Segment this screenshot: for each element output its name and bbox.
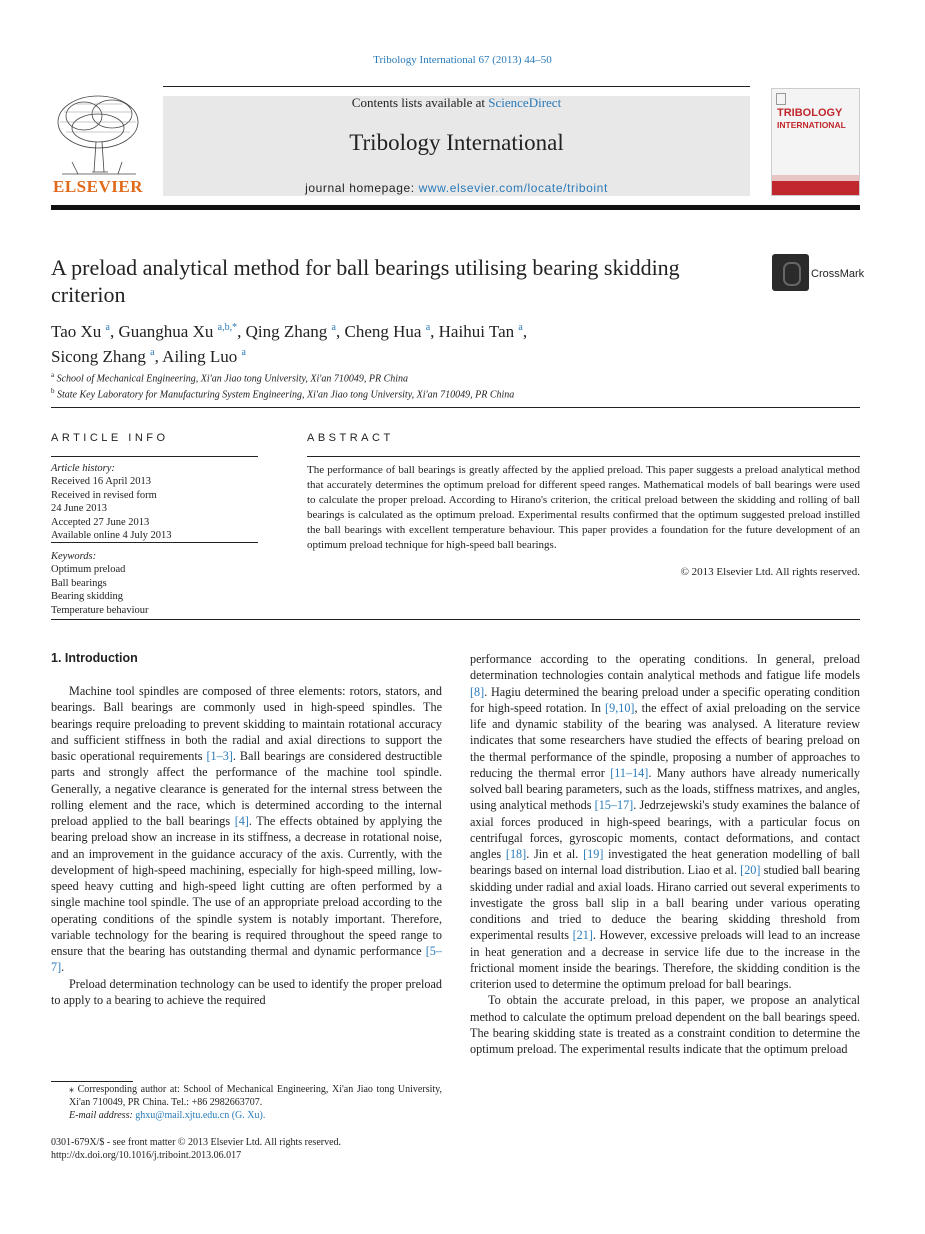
header-top-rule <box>163 86 750 87</box>
header-divider-bar <box>51 205 860 210</box>
cover-title <box>777 107 846 131</box>
paper-title: A preload analytical method for ball bearings utilising bearing skidding criterion <box>51 255 680 307</box>
front-matter <box>51 1136 451 1162</box>
author-name: Guanghua Xu <box>118 322 214 341</box>
article-history-list <box>51 475 258 542</box>
author-affiliation-marker[interactable]: a <box>105 322 110 333</box>
issn-line: 0301-679X/$ - see front matter © 2013 Elsevier Ltd. All rights reserved. <box>51 1137 342 1148</box>
citation-link[interactable]: [11–14] <box>610 765 649 780</box>
citation-link[interactable]: [1–3] <box>206 749 233 763</box>
author-name: Haihui Tan <box>438 322 515 341</box>
citation-link[interactable]: [4] <box>234 814 249 828</box>
history-entry: Received in revised form <box>51 489 157 501</box>
title-divider <box>51 407 860 408</box>
keyword: Optimum preload <box>51 564 126 576</box>
contents-prefix: Contents lists available at <box>351 95 489 110</box>
paragraph: Preload determination technology can be used to identify the proper preload to apply to a bearing to achieve the required <box>51 976 442 1007</box>
keyword: Ball bearings <box>51 577 107 589</box>
affiliation: $^b$ State Key Laboratory for Manufacturing System Engineering, Xi'an Jiao tong University, Xi'an 710049, PR China <box>51 387 515 401</box>
section-heading-introduction: 1. Introduction <box>51 651 138 665</box>
tree-icon <box>52 92 144 176</box>
affiliation-marker: a <box>51 371 55 379</box>
history-entry: Available online 4 July 2013 <box>51 530 172 542</box>
abstract-copyright: © 2013 Elsevier Ltd. All rights reserved. <box>680 566 860 578</box>
author-name: Tao Xu <box>51 322 102 341</box>
cover-emblem-icon <box>776 93 786 105</box>
homepage-prefix: journal homepage: <box>305 181 419 195</box>
citation-link[interactable]: [21] <box>572 928 593 943</box>
footnote-rule <box>51 1081 133 1082</box>
article-info-rule <box>51 456 258 457</box>
body-column-left <box>51 683 442 1008</box>
journal-cover-thumbnail[interactable] <box>771 88 860 196</box>
history-entry: Received 16 April 2013 <box>51 476 152 488</box>
email-link[interactable]: ghxu@mail.xjtu.edu.cn (G. Xu). <box>135 1110 266 1121</box>
crossmark-icon[interactable] <box>772 254 809 291</box>
keyword: Bearing skidding <box>51 591 124 603</box>
citation-link[interactable]: [5–7] <box>51 944 442 975</box>
contents-line <box>163 95 750 111</box>
cover-title-line2: INTERNATIONAL <box>777 120 846 130</box>
cover-title-line1: TRIBOLOGY <box>777 107 843 119</box>
sciencedirect-link[interactable]: ScienceDirect <box>488 95 562 110</box>
affiliation-list <box>51 369 851 402</box>
homepage-link[interactable]: www.elsevier.com/locate/triboint <box>418 181 608 195</box>
author-affiliation-marker[interactable]: a <box>331 322 336 333</box>
keyword: Temperature behaviour <box>51 604 149 616</box>
citation-link[interactable]: [18] <box>505 847 527 861</box>
abstract-rule <box>307 456 860 457</box>
author-name: Cheng Hua <box>344 322 422 341</box>
cover-band <box>772 181 859 195</box>
citation-link[interactable]: [9,10] <box>605 700 635 715</box>
author-affiliation-marker[interactable]: a <box>241 347 246 358</box>
author-name: Ailing Luo <box>162 347 238 366</box>
journal-title: Tribology International <box>349 130 564 155</box>
author-affiliation-marker[interactable]: a <box>518 322 523 333</box>
affiliation-marker: b <box>51 387 55 396</box>
abstract-text: The performance of ball bearings is greatly affected by the applied preload. This paper suggests a preload analytical method that accurately determines the optimum preload for different speed ranges. Mathematical models of ball bearings were used to calculate the proper preload. According to Hirano's criterion, the critical preload between the skidding and rolling of ball bearings is calculated as the optimum preload. Experimental results confirmed that the optimum suggested preload instilled the ball bearings with excellent temperature behaviour. This paper provides a foundation for the future development of an optimum preload technique for high-speed ball bearings. <box>307 464 860 551</box>
abstract-heading: ABSTRACT <box>307 432 394 444</box>
article-info-heading: ARTICLE INFO <box>51 432 169 444</box>
corresponding-author-footnote <box>51 1083 442 1122</box>
body-column-right <box>470 651 860 1057</box>
doi-link[interactable]: http://dx.doi.org/10.1016/j.triboint.2013.06.017 <box>51 1150 242 1161</box>
elsevier-wordmark: ELSEVIER <box>53 177 143 196</box>
author-name: Qing Zhang <box>245 322 328 341</box>
citation-link[interactable]: [19] <box>583 847 604 861</box>
author-affiliation-marker[interactable]: a <box>150 347 155 358</box>
affiliation: $^a$ School of Mechanical Engineering, Xi'an Jiao tong University, Xi'an 710049, PR China <box>51 371 409 385</box>
history-entry: 24 June 2013 <box>51 503 107 515</box>
article-history <box>51 462 258 542</box>
abstract-divider <box>51 619 860 620</box>
journal-reference[interactable]: Tribology International 67 (2013) 44–50 <box>373 54 552 66</box>
paragraph: To obtain the accurate preload, in this paper, we propose an analytical method to calculate the optimum preload dependent on the ball bearings speed. The bearing skidding state is treated as a constraint condition to determine the optimum preload. The experimental results indicate that the optimum preload <box>470 993 860 1056</box>
citation-link[interactable]: [8] <box>470 684 485 699</box>
keyword-list <box>51 563 258 617</box>
journal-homepage-line <box>163 181 750 195</box>
email-label: E-mail address: <box>69 1110 136 1121</box>
footnote-text: ⁎ Corresponding author at: School of Mechanical Engineering, Xi'an Jiao tong University, Xi'an 710049, PR China. Tel.: +86 2982663707. <box>69 1084 442 1108</box>
citation-link[interactable]: [15–17] <box>594 798 634 813</box>
author-affiliation-marker[interactable]: a <box>425 322 431 333</box>
author-affiliation-marker[interactable]: a,b,* <box>217 322 238 333</box>
history-entry: Accepted 27 June 2013 <box>51 516 150 528</box>
article-history-rule <box>51 542 258 543</box>
article-history-label: Article history: <box>51 463 115 474</box>
author-list: Tao Xu $^a$, Guanghua Xu $^{a,b,*}$, Qing Zhang $^a$, Cheng Hua $^a$, Haihui Tan $^a$, Sicong Zhang $^a$, Ailing Luo $^a$ <box>51 322 528 366</box>
keywords-label: Keywords: <box>51 551 97 562</box>
paragraph: performance according to the operating conditions. In general, preload determination technologies contain analytical methods and fatigue life models [8]. Hagiu determined the bearing preload under a specific operating condition for high-speed rotation. In [9,10], the effect of axial preloading on the service life and dynamic stability of the bearing was analysed. A literature review indicates that some researchers have studied the effects of bearing preload on the thermal performance of the spindle, proposing a number of approaches to reducing the thermal error [11–14]. Many authors have already numerically solved ball bearing parameters, such as the loads, stiffness matrixes, and angles, using analytical methods [15–17]. Jedrzejewski's study examines the balance of axial forces produced in high-speed bearings, with a particular focus on centrifugal forces, gyroscopic moments, contact deformations, and contact angles [18]. Jin et al. [19] investigated the heat generation modelling of ball bearings based on internal load distribution. Liao et al. [20] studied ball bearing skidding under radial and axial loads. Hirano carried out several experiments to investigate the gross ball slip in a ball bearing under various operating conditions and tried to deduce the bearing skidding threshold from experimental results [21]. However, excessive preloads will lead to an increase in heat generation and a decrease in service life due to the increase in the frictional moment inside the bearings. Therefore, the skidding condition is the criterion used to determine the optimum preload for ball bearings. <box>470 652 861 991</box>
citation-link[interactable]: [20] <box>740 863 761 878</box>
crossmark-label[interactable]: CrossMark <box>811 268 865 280</box>
keywords-block <box>51 550 258 617</box>
author-name: Sicong Zhang <box>51 347 146 366</box>
paragraph: Machine tool spindles are composed of three elements: rotors, stators, and bearings. Ball bearings are commonly used in high-speed spindles. The bearings require preloading to prevent skidding to maintain rotational accuracy and sufficient stiffness in both the radial and axial directions to support the basic operational requirements [1–3]. Ball bearings are considered destructible parts and strongly affect the performance of the machine tool spindle. Generally, a negative clearance is generated for the internal stress between the rolling element and the race, which is determined according to the internal preload applied to the ball bearings [4]. The effects obtained by applying the bearing preload show an increase in its stiffness, a decrease in rotational noise, and an improvement in the guidance accuracy of the axis. Currently, with the development of high-speed machining, especially for high-speed milling, low-speed heavy cutting and high-speed light cutting are often performed by a single machine tool spindle. The use of an appropriate preload according to the operating conditions of the spindle system is notably important. Therefore, variable technology for the bearing is required throughout the speed range to ensure that the bearing has outstanding thermal and dynamic performance [5–7]. <box>51 684 443 975</box>
